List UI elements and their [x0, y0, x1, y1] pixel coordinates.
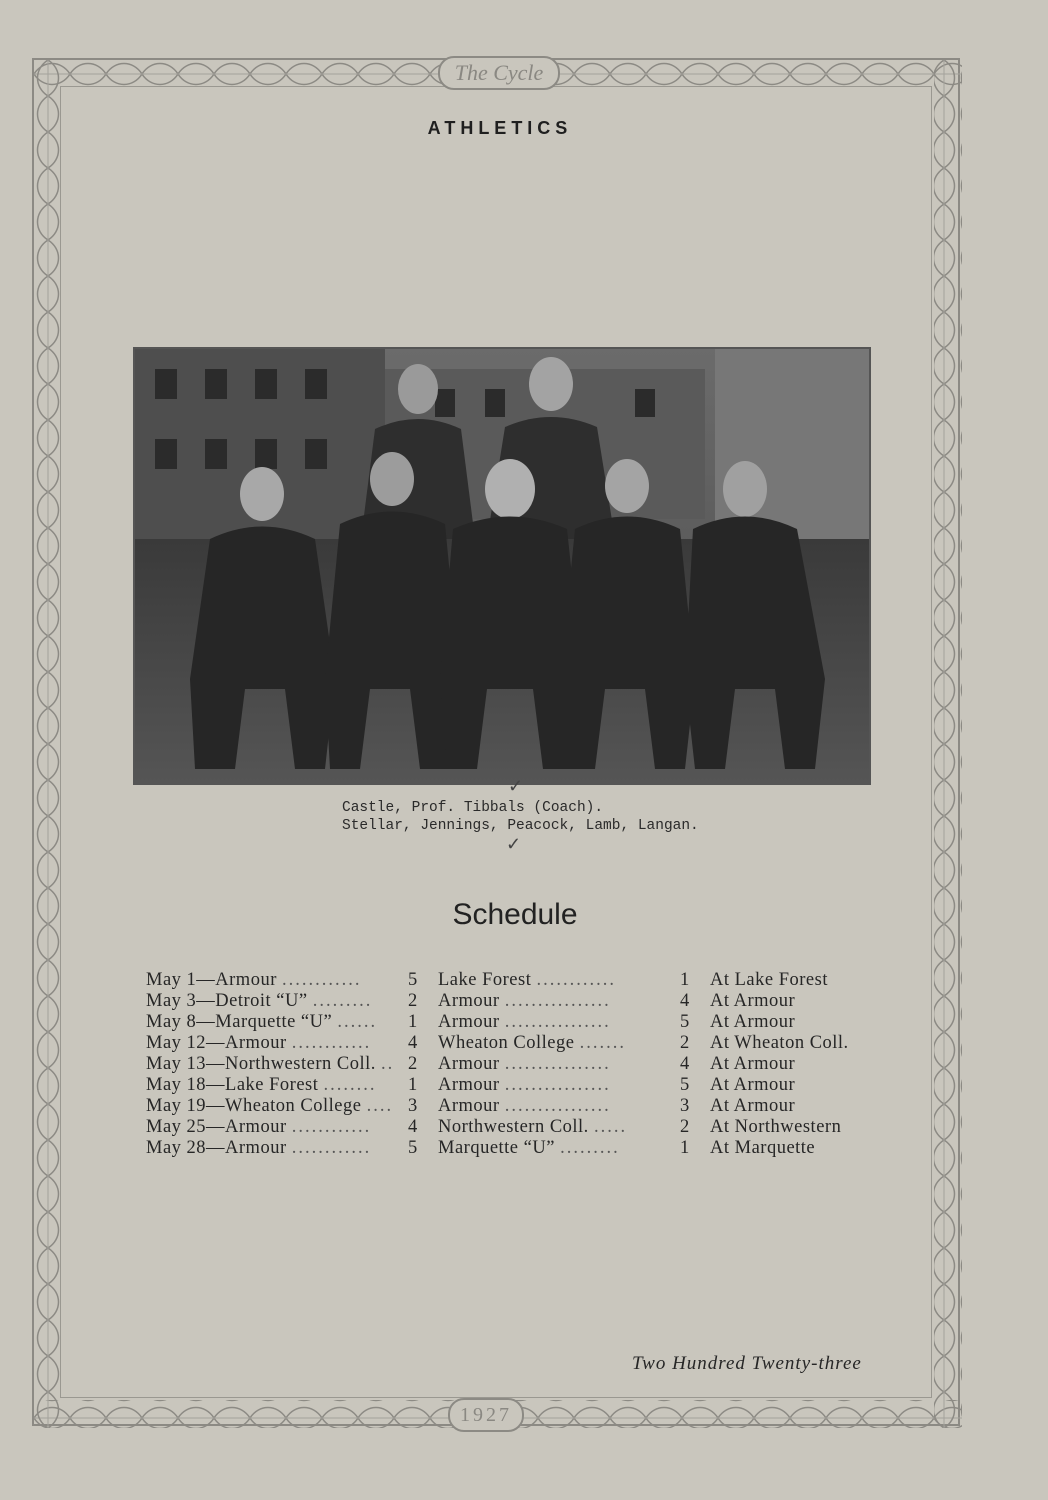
photo-caption-line2: Stellar, Jennings, Peacock, Lamb, Langan.: [342, 818, 699, 834]
game-label: May 18—Lake Forest: [146, 1075, 319, 1095]
leader-dots: ............: [281, 970, 362, 990]
table-row: [146, 970, 870, 991]
table-row: [146, 1138, 870, 1159]
table-row: [146, 1096, 870, 1117]
location: At Armour: [710, 1096, 796, 1116]
score-away: 3: [680, 1096, 690, 1116]
table-row: [146, 1075, 870, 1096]
score-home: 5: [408, 1138, 418, 1158]
year-label: 1927: [448, 1398, 524, 1432]
opponent: Armour: [438, 1012, 500, 1032]
leader-dots: ................: [504, 991, 611, 1011]
score-away: 1: [680, 970, 690, 990]
score-away: 1: [680, 1138, 690, 1158]
leader-dots: ................: [504, 1012, 611, 1032]
opponent: Northwestern Coll.: [438, 1117, 589, 1137]
game-label: May 12—Armour: [146, 1033, 287, 1053]
opponent: Armour: [438, 1096, 500, 1116]
game-label: May 28—Armour: [146, 1138, 287, 1158]
location: At Marquette: [710, 1138, 816, 1158]
score-home: 2: [408, 1054, 418, 1074]
checkmark-icon: ✓: [508, 776, 524, 796]
opponent: Marquette “U”: [438, 1138, 555, 1158]
game-label: May 25—Armour: [146, 1117, 287, 1137]
opponent: Armour: [438, 1054, 500, 1074]
score-home: 3: [408, 1096, 418, 1116]
leader-dots: ........: [323, 1075, 377, 1095]
score-away: 4: [680, 991, 690, 1011]
score-home: 1: [408, 1075, 418, 1095]
location: At Armour: [710, 1075, 796, 1095]
leader-dots: ....: [366, 1096, 394, 1116]
location: At Armour: [710, 1012, 796, 1032]
score-home: 1: [408, 1012, 418, 1032]
page-number: Two Hundred Twenty-three: [632, 1353, 862, 1374]
location: At Armour: [710, 1054, 796, 1074]
leader-dots: ................: [504, 1075, 611, 1095]
score-away: 5: [680, 1075, 690, 1095]
leader-dots: ......: [337, 1012, 378, 1032]
game-label: May 19—Wheaton College: [146, 1096, 362, 1116]
opponent: Wheaton College: [438, 1033, 575, 1053]
opponent: Armour: [438, 1075, 500, 1095]
score-away: 4: [680, 1054, 690, 1074]
leader-dots: ............: [291, 1117, 372, 1137]
game-label: May 3—Detroit “U”: [146, 991, 308, 1011]
score-away: 2: [680, 1117, 690, 1137]
leader-dots: ............: [291, 1138, 372, 1158]
opponent: Armour: [438, 991, 500, 1011]
leader-dots: .......: [579, 1033, 626, 1053]
leader-dots: .........: [312, 991, 373, 1011]
score-home: 4: [408, 1117, 418, 1137]
location: At Northwestern: [710, 1117, 842, 1137]
schedule-heading: Schedule: [452, 898, 578, 931]
opponent: Lake Forest: [438, 970, 532, 990]
location: At Lake Forest: [710, 970, 828, 990]
leader-dots: .....: [593, 1117, 628, 1137]
score-home: 5: [408, 970, 418, 990]
leader-dots: ............: [536, 970, 616, 990]
score-home: 4: [408, 1033, 418, 1053]
table-row: [146, 1033, 870, 1054]
location: At Armour: [710, 991, 796, 1011]
team-photo: [133, 347, 871, 785]
leader-dots: ................: [504, 1054, 611, 1074]
location: At Wheaton Coll.: [710, 1033, 849, 1053]
score-home: 2: [408, 991, 418, 1011]
score-away: 2: [680, 1033, 690, 1053]
game-label: May 13—Northwestern Coll.: [146, 1054, 376, 1074]
checkmark-icon: ✓: [506, 834, 522, 854]
leader-dots: ..: [380, 1054, 395, 1074]
table-row: [146, 1054, 870, 1075]
table-row: [146, 1012, 870, 1033]
leader-dots: .........: [560, 1138, 620, 1158]
game-label: May 1—Armour: [146, 970, 277, 990]
table-row: [146, 1117, 870, 1138]
game-label: May 8—Marquette “U”: [146, 1012, 333, 1032]
score-away: 5: [680, 1012, 690, 1032]
table-row: [146, 991, 870, 1012]
schedule-table: [146, 970, 870, 1159]
photo-caption-line1: Castle, Prof. Tibbals (Coach).: [342, 800, 604, 816]
leader-dots: ............: [291, 1033, 372, 1053]
leader-dots: ................: [504, 1096, 611, 1116]
masthead-logo: The Cycle: [438, 56, 560, 90]
page-title: ATHLETICS: [427, 118, 573, 138]
